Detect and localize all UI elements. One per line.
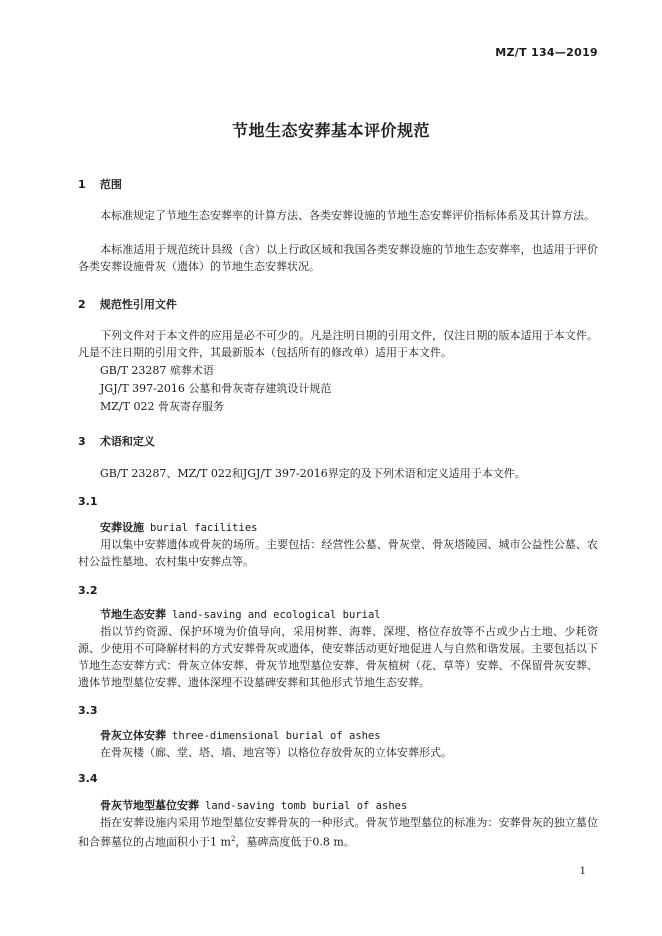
term-definition: 指以节约资源、保护环境为价值导向，采用树葬、海葬、深埋、格位存放等不占或少占土地、少耗资源、少使用不可降解材料的方式安葬骨灰或遗体，使安葬活动更好地促进人与自然和谐发展。主要包括以下节地生态安葬方式：骨灰立体安葬、骨灰节地型墓位安葬、骨灰植树（花、草等）安葬、不保留骨灰安葬、遗体节地型墓位安葬、遗体深埋不设墓碑安葬和其他形式节地生态安葬。 <box>78 625 598 689</box>
reference-item: GB/T 23287 殡葬术语 <box>100 364 214 377</box>
section-number: 1 <box>78 178 86 191</box>
reference-item: MZ/T 022 骨灰寄存服务 <box>100 400 224 413</box>
section-title: 术语和定义 <box>99 435 155 448</box>
page-title: 节地生态安葬基本评价规范 <box>231 121 430 140</box>
section-number: 2 <box>78 298 86 311</box>
section-title: 规范性引用文件 <box>99 298 177 311</box>
term-en: burial facilities <box>150 522 258 534</box>
section-heading-1 <box>78 176 122 192</box>
subsection-number: 3.3 <box>78 704 98 717</box>
term-definition: 用以集中安葬遗体或骨灰的场所。主要包括：经营性公墓、骨灰堂、骨灰塔陵园、城市公益性公墓、农村公益性墓地、农村集中安葬点等。 <box>78 538 598 568</box>
term-cn: 节地生态安葬 <box>100 608 166 621</box>
term-heading <box>100 797 407 813</box>
term-heading <box>100 727 381 743</box>
section-heading-2 <box>78 296 177 312</box>
subsection-number: 3.4 <box>78 772 98 785</box>
term-definition: 在骨灰楼（廊、堂、塔、墙、地宫等）以格位存放骨灰的立体安葬形式。 <box>100 746 452 759</box>
section-heading-3 <box>78 433 155 449</box>
term-cn: 骨灰立体安葬 <box>100 729 166 742</box>
paragraph-terms-intro: GB/T 23287、MZ/T 022和JGJ/T 397-2016界定的及下列术语和定义适用于本文件。 <box>100 467 526 480</box>
page-number: 1 <box>579 866 586 877</box>
section-number: 3 <box>78 435 86 448</box>
superscript: 2 <box>230 835 236 843</box>
subsection-number: 3.2 <box>78 584 98 597</box>
subsection-number: 3.1 <box>78 495 98 508</box>
paragraph-normative: 下列文件对于本文件的应用是必不可少的。凡是注明日期的引用文件，仅注日期的版本适用于本文件。凡是不注日期的引用文件，其最新版本（包括所有的修改单）适用于本文件。 <box>78 329 598 359</box>
paragraph-scope-1: 本标准规定了节地生态安葬率的计算方法、各类安葬设施的节地生态安葬评价指标体系及其计算方法。 <box>100 209 595 222</box>
term-en: three-dimensional burial of ashes <box>172 730 381 742</box>
paragraph-scope-2: 本标准适用于规范统计县级（含）以上行政区域和我国各类安葬设施的节地生态安葬率，也适用于评价各类安葬设施骨灰（遗体）的节地生态安葬状况。 <box>78 243 598 273</box>
reference-item: JGJ/T 397-2016 公墓和骨灰寄存建筑设计规范 <box>100 382 332 395</box>
term-cn: 骨灰节地型墓位安葬 <box>100 799 199 812</box>
section-title: 范围 <box>99 178 122 191</box>
term-en: land-saving tomb burial of ashes <box>205 800 408 812</box>
term-en: land-saving and ecological burial <box>172 609 381 621</box>
term-heading <box>100 606 381 622</box>
term-cn: 安葬设施 <box>100 521 144 534</box>
term-definition: 指在安葬设施内采用节地型墓位安葬骨灰的一种形式。骨灰节地型墓位的标准为：安葬骨灰的独立墓位和合葬墓位的占地面积小于1 $m^2$，墓碑高度低于0.8 m。 <box>78 816 598 849</box>
document-code: MZ/T 134—2019 <box>495 46 598 59</box>
term-heading <box>100 519 257 535</box>
